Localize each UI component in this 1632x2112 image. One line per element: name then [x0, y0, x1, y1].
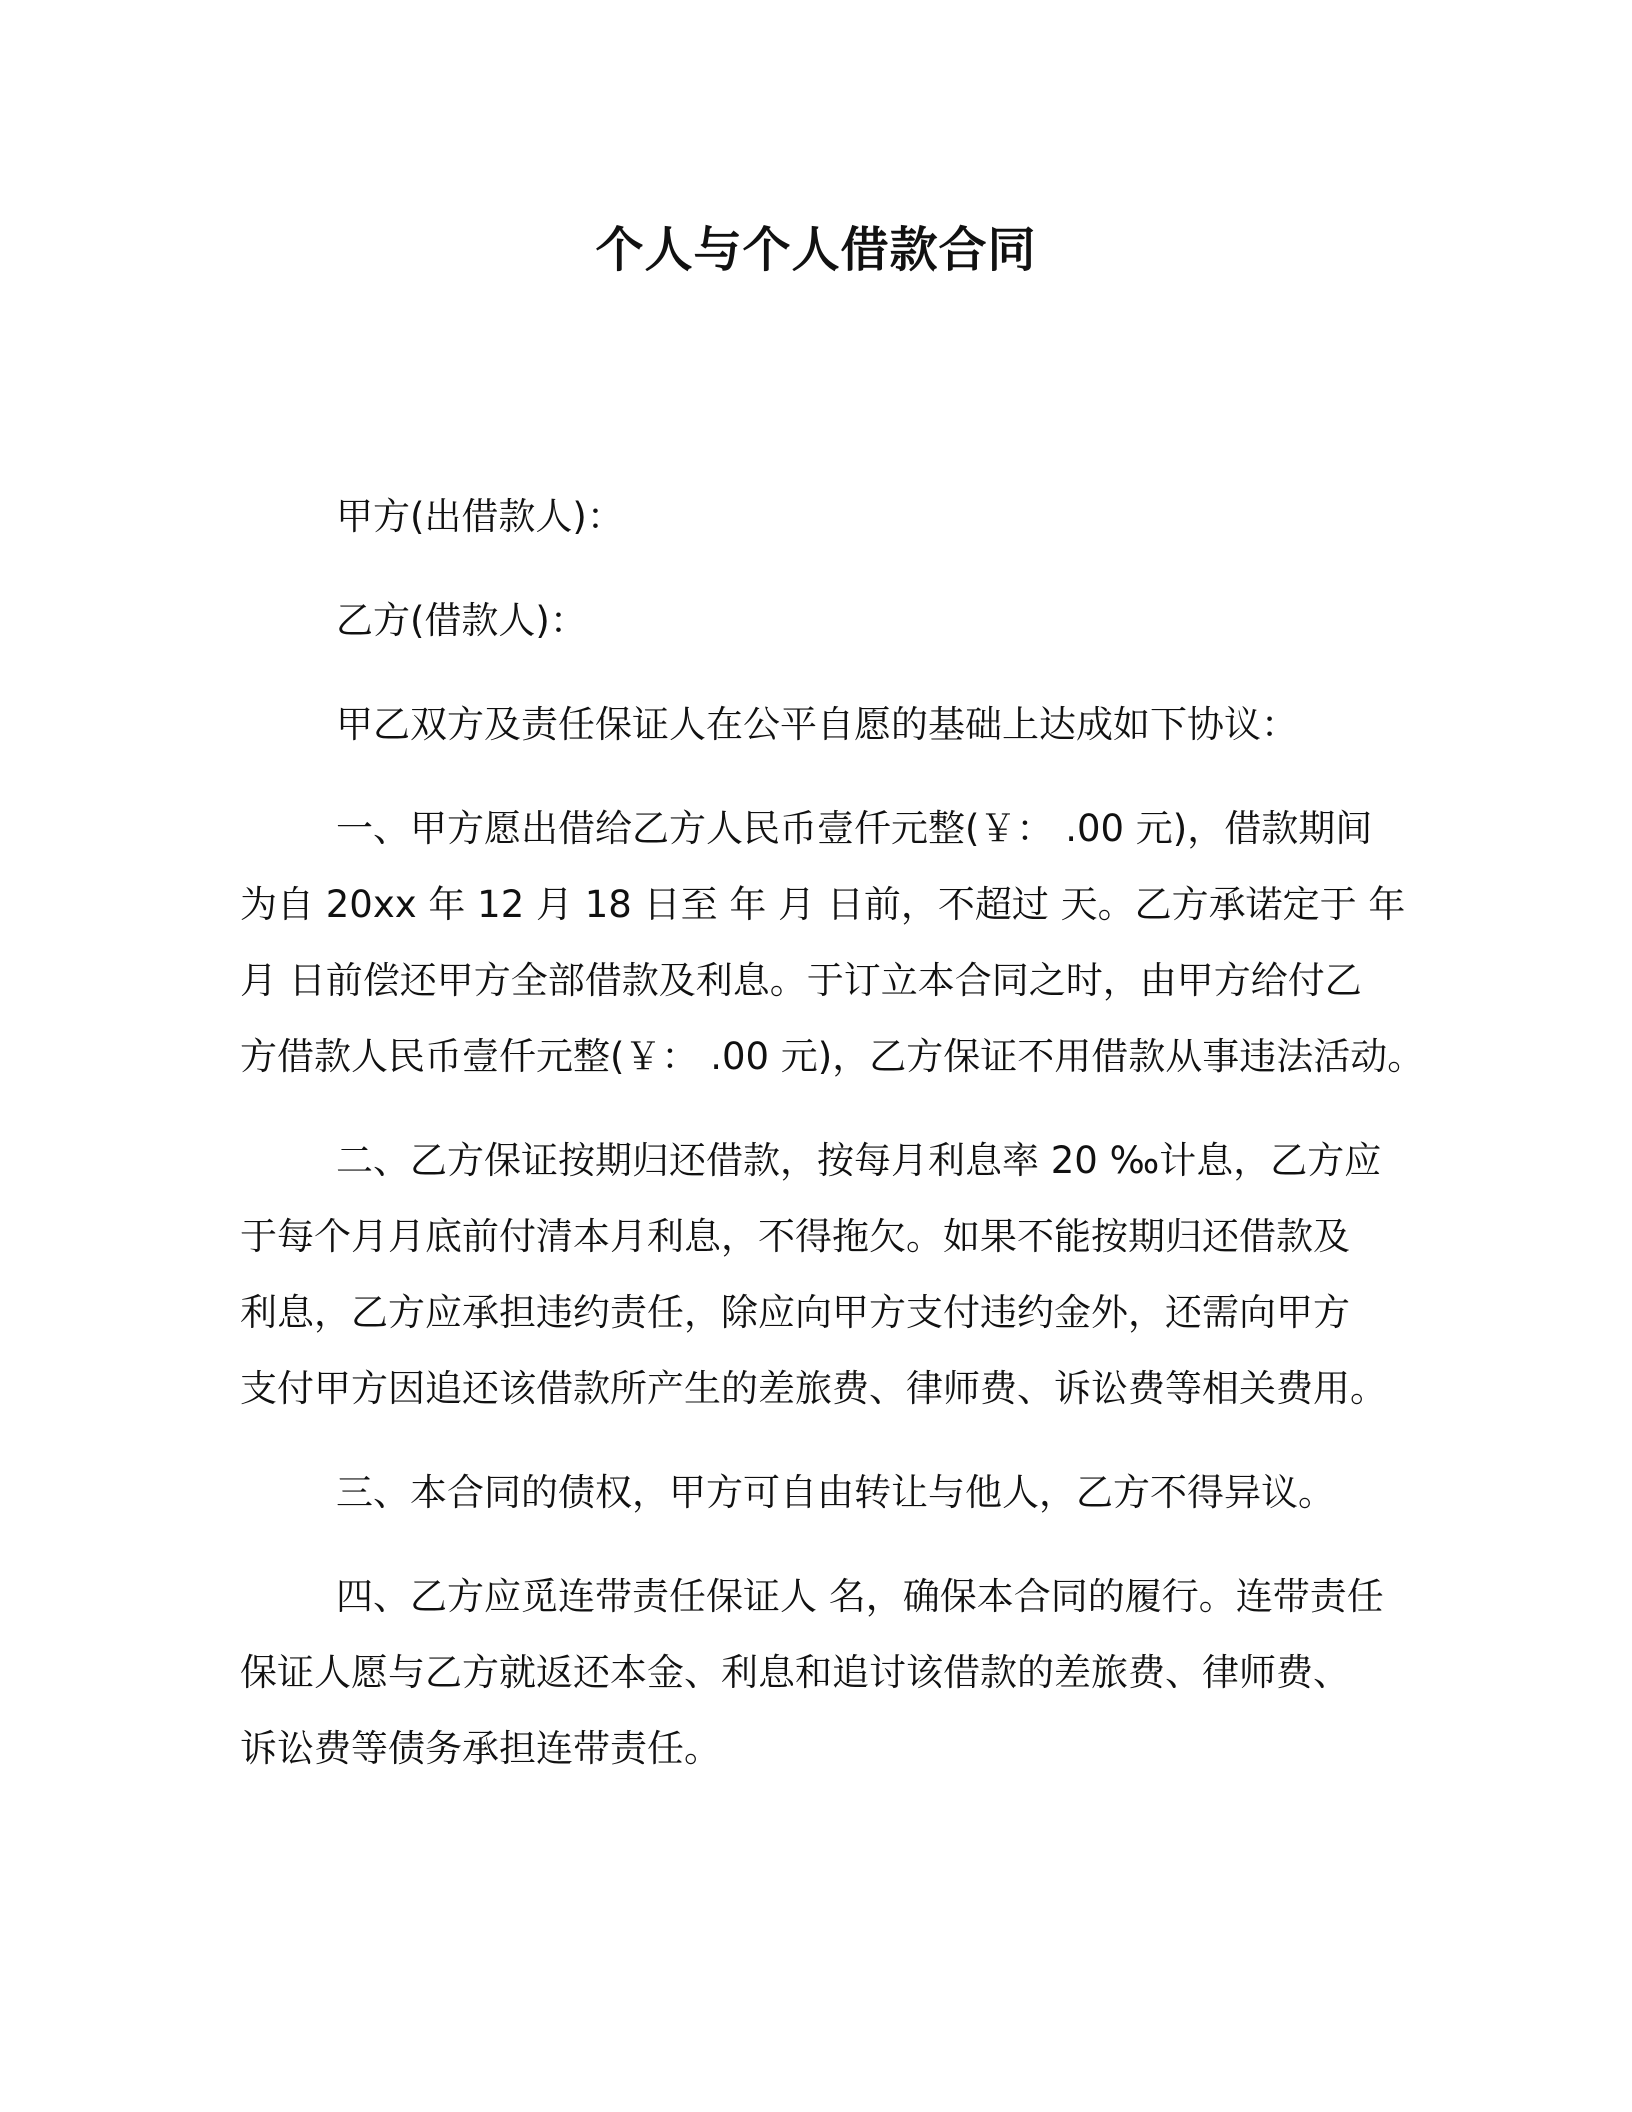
clause-4-line-3: 诉讼费等债务承担连带责任。: [240, 1727, 721, 1770]
clause-1-line-3: 月 日前偿还甲方全部借款及利息。于订立本合同之时，由甲方给付乙: [240, 959, 1362, 1002]
document-title: 个人与个人借款合同: [595, 222, 1037, 278]
clause-2-line-2: 于每个月月底前付清本月利息，不得拖欠。如果不能按期归还借款及: [240, 1215, 1350, 1258]
clause-3-line-1: 三、本合同的债权，甲方可自由转让与他人，乙方不得异议。: [336, 1471, 1335, 1514]
clause-2-line-4: 支付甲方因追还该借款所产生的差旅费、律师费、诉讼费等相关费用。: [240, 1367, 1387, 1410]
clause-1-line-2: 为自 20xx 年 12 月 18 日至 年 月 日前，不超过 天。乙方承诺定于 年: [240, 883, 1406, 926]
party-a-line: 甲方(出借款人)：: [336, 495, 624, 538]
clause-1-line-4: 方借款人民币壹仟元整(￥： .00 元)，乙方保证不用借款从事违法活动。: [240, 1035, 1425, 1078]
agreement-intro: 甲乙双方及责任保证人在公平自愿的基础上达成如下协议：: [336, 703, 1298, 746]
clause-2-line-1: 二、乙方保证按期归还借款，按每月利息率 20 ‰计息，乙方应: [336, 1139, 1382, 1182]
clause-2-line-3: 利息，乙方应承担违约责任，除应向甲方支付违约金外，还需向甲方: [240, 1291, 1350, 1334]
clause-4-line-1: 四、乙方应觅连带责任保证人 名，确保本合同的履行。连带责任: [336, 1575, 1384, 1618]
clause-4-line-2: 保证人愿与乙方就返还本金、利息和追讨该借款的差旅费、律师费、: [240, 1651, 1350, 1694]
party-b-line: 乙方(借款人)：: [336, 599, 587, 642]
clause-1-line-1: 一、甲方愿出借给乙方人民币壹仟元整(￥： .00 元)，借款期间: [336, 807, 1373, 850]
